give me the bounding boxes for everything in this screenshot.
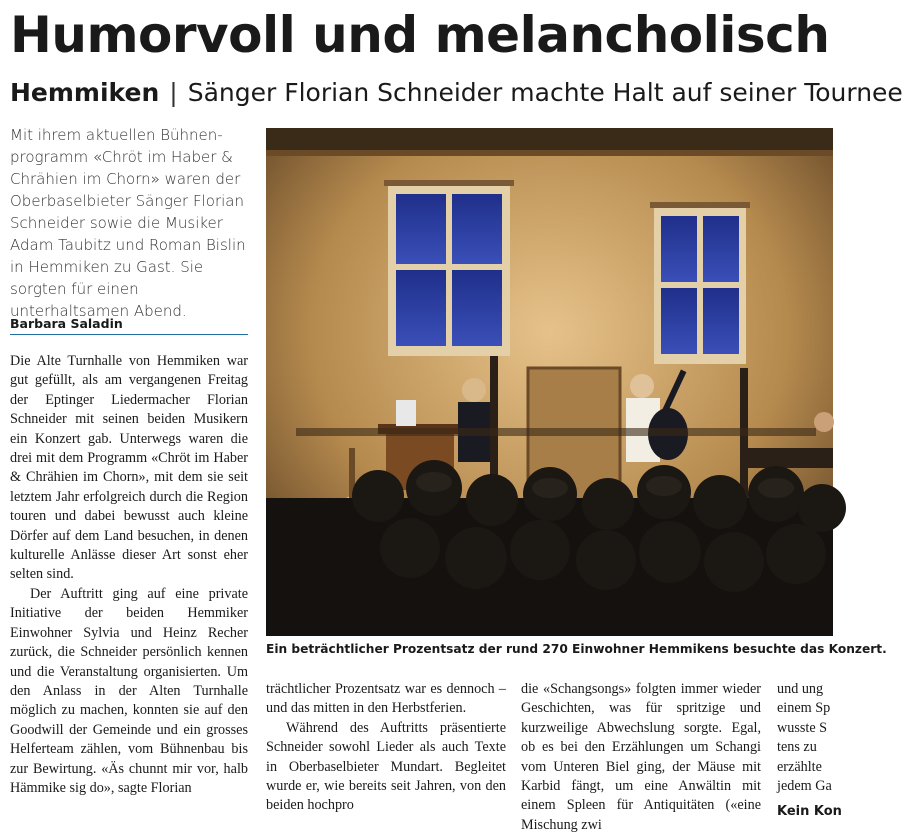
subtitle: Sänger Florian Schneider machte Halt auf seiner Tournee (187, 78, 903, 107)
body-paragraph: die «Schangsongs» folgten immer wieder Geschichten, was für spritzige und kurzweilige Abwechslung sorgte. Egal, ob es bei den Erzählungen um Schangi vom Unteren Biel ging, der Mäuse mit Karbid fängt, um eine Anwältin mit einem Spleen für Antiquitäten («eine Mischung zwi (521, 681, 761, 833)
dateline-separator: | (169, 78, 178, 107)
body-line: erzählte (777, 758, 822, 775)
body-line: und ung (777, 681, 824, 697)
body-column-3 (521, 680, 761, 835)
subheadline (10, 76, 903, 110)
body-line: tens zu (777, 739, 817, 756)
body-line: einem Sp (777, 700, 831, 717)
section-subhead: Kein Kon (777, 804, 842, 820)
body-column-4-cropped (777, 680, 847, 822)
body-paragraph: trächtlicher Prozentsatz war es dennoch – und das mitten in den Herbstferien. (266, 681, 506, 717)
photo-caption: Ein beträchtlicher Prozentsatz der rund 270 Einwohner Hemmikens besuchte das Konzert. (266, 642, 887, 656)
dateline-place: Hemmiken (10, 78, 160, 107)
body-column-2 (266, 680, 506, 816)
body-line: jedem Ga (777, 778, 832, 795)
body-column-1 (10, 352, 248, 798)
body-line: wusste S (777, 719, 828, 736)
lead-paragraph: Mit ihrem aktuellen Bühnenprogramm «Chröt im Haber & Chrähien im Chorn» waren der Oberbaselbieter Sänger Florian Schneider sowie die Musiker Adam Taubitz und Roman Bislin in Hemmiken zu Gast. Sie sorgten für einen unterhaltsamen Abend. (10, 126, 246, 320)
body-paragraph: Während des Auftritts präsentierte Schneider sowohl Lieder als auch Texte in Oberbaselbieter Mundart. Begleitet wurde er, wie bereits seit Jahren, von den beiden hochpro (266, 719, 506, 814)
body-paragraph: Der Auftritt ging auf eine private Initiative der beiden Hemmiker Einwohner Sylvia und Heinz Recher zurück, die Schneider persönlich kennen und die Veranstaltung organisierten. Um den Anlass in der Alten Turnhalle möglich zu machen, konnten sie auf den Goodwill der Gemeinde und ein grosses Helferteam zählen, vom Bühnenbau bis zur Bewirtung. «Äs chunnt mir vor, halb Hämmike sig do», sagte Florian (10, 585, 248, 796)
concert-photo (266, 128, 833, 636)
headline: Humorvoll und melancholisch (10, 6, 830, 64)
author-byline: Barbara Saladin (10, 316, 248, 335)
body-paragraph: Die Alte Turnhalle von Hemmiken war gut gefüllt, als am vergangenen Freitag der Eptinger Liedermacher Florian Schneider mit seinen beiden Musikern ein Konzert gab. Unterwegs waren die drei mit dem Programm «Chröt im Haber & Chrähien im Chorn», mit dem sie seit letztem Jahr erfolgreich durch die Region touren und dabei bewusst auch kleine Dörfer auf dem Land besuchen, in denen kulturelle Anlässe dieser Art sonst eher selten sind. (10, 353, 248, 583)
